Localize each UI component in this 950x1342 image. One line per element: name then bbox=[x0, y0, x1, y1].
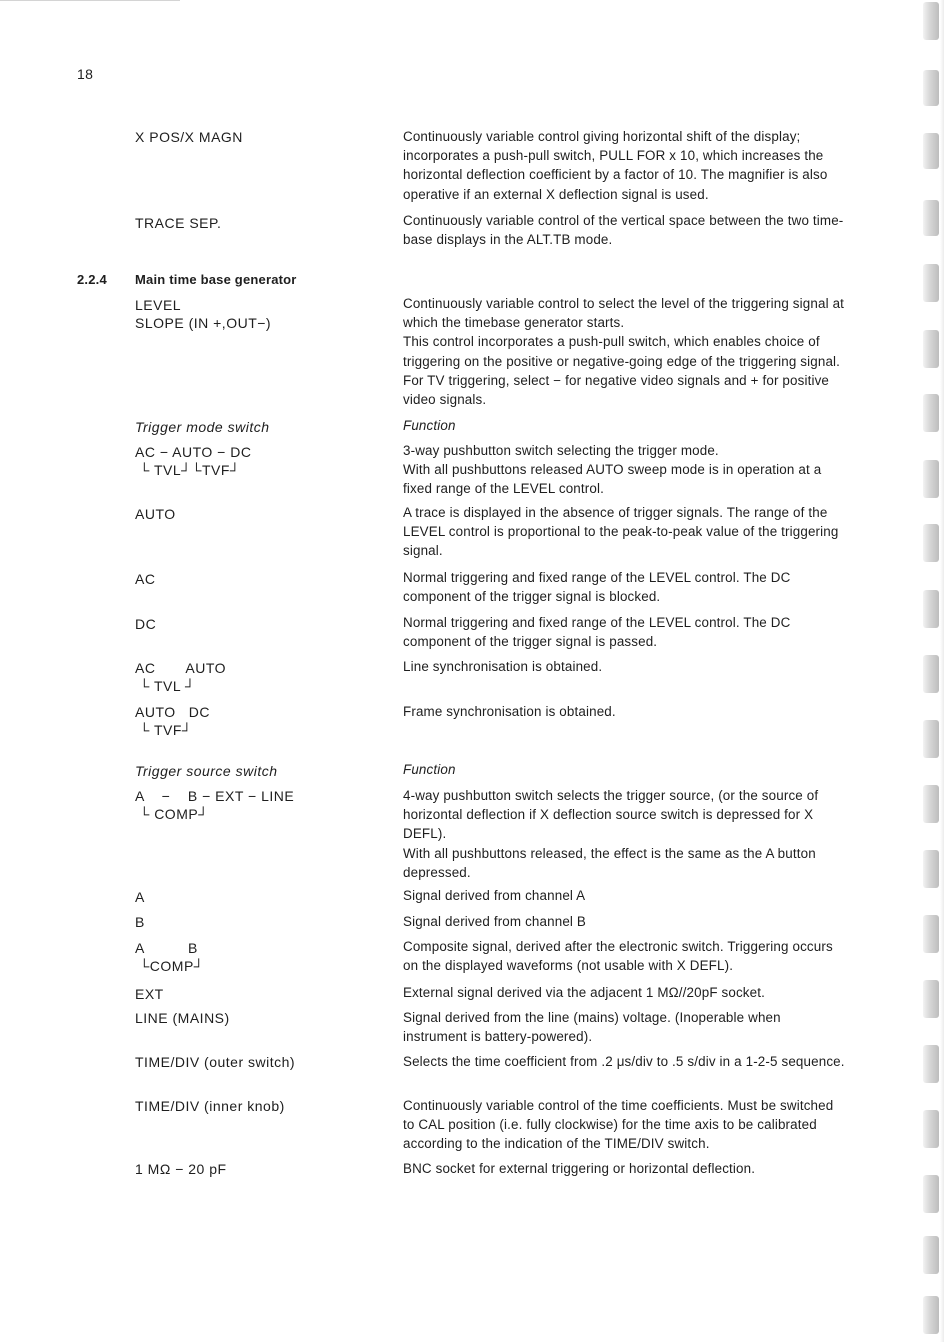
binder-strip bbox=[923, 1175, 939, 1213]
description-paragraph: Frame synchronisation is obtained. bbox=[403, 704, 616, 719]
binder-strip bbox=[923, 2, 939, 40]
description-paragraph: A trace is displayed in the absence of trigger signals. The range of the LEVEL control is proportional to the peak-to-peak value of the triggering signal. bbox=[403, 505, 839, 559]
description-paragraph: BNC socket for external triggering or horizontal deflection. bbox=[403, 1161, 756, 1176]
page-edge-shadow bbox=[940, 0, 944, 1342]
description-paragraph: 4-way pushbutton switch selects the trigger source, (or the source of horizontal deflection if X deflection source switch is depressed for X DEFL). bbox=[403, 788, 819, 842]
control-description bbox=[403, 294, 848, 409]
binder-strip bbox=[923, 70, 939, 106]
control-label: X POS/X MAGN bbox=[135, 129, 243, 145]
binder-strip bbox=[923, 720, 939, 758]
control-label: AC AUTO └ TVL ┘ bbox=[135, 660, 227, 694]
binder-strip bbox=[923, 1236, 939, 1274]
control-label: TIME/DIV (inner knob) bbox=[135, 1098, 285, 1114]
control-label: DC bbox=[135, 616, 157, 632]
control-label: LINE (MAINS) bbox=[135, 1010, 230, 1026]
description-paragraph: With all pushbuttons released, the effect is the same as the A button depressed. bbox=[403, 845, 816, 880]
binder-strip bbox=[923, 785, 939, 823]
control-label: AUTO bbox=[135, 506, 176, 522]
control-description bbox=[403, 937, 848, 975]
description-paragraph: Signal derived from channel B bbox=[403, 914, 586, 929]
control-label: TIME/DIV (outer switch) bbox=[135, 1054, 296, 1070]
control-label: A − B − EXT − LINE └ COMP┘ bbox=[135, 788, 295, 822]
description-paragraph: Continuously variable control of the time coefficients. Must be switched to CAL position (i.e. fully clockwise) for the time axis to be calibrated according to the indication of the TIME/DIV switch. bbox=[403, 1098, 834, 1152]
control-description bbox=[403, 657, 848, 676]
section-title: Main time base generator bbox=[135, 272, 297, 287]
binder-strip bbox=[923, 133, 939, 169]
control-label: LEVEL SLOPE (IN +,OUT−) bbox=[135, 297, 272, 331]
binder-strip bbox=[923, 1296, 939, 1334]
control-description bbox=[403, 503, 848, 561]
description-paragraph: Selects the time coefficient from .2 μs/div to .5 s/div in a 1-2-5 sequence. bbox=[403, 1054, 845, 1069]
function-heading: Function bbox=[403, 418, 456, 433]
control-label: A B └COMP┘ bbox=[135, 940, 205, 974]
function-heading: Function bbox=[403, 762, 456, 777]
description-paragraph: Line synchronisation is obtained. bbox=[403, 659, 603, 674]
subsection-heading: Trigger source switch bbox=[135, 763, 278, 779]
top-edge-line bbox=[0, 0, 180, 1]
control-label: AUTO DC └ TVF┘ bbox=[135, 704, 211, 738]
control-description bbox=[403, 441, 848, 499]
binder-strip bbox=[923, 590, 939, 628]
binder-strip bbox=[923, 655, 939, 693]
description-paragraph: Continuously variable control giving horizontal shift of the display; incorporates a push-pull switch, PULL FOR x 10, which increases the horizontal deflection coefficient by a factor of 10. The magnifier is also operative if an external X deflection signal is used. bbox=[403, 129, 828, 202]
control-description bbox=[403, 568, 848, 606]
control-label: 1 MΩ − 20 pF bbox=[135, 1161, 227, 1177]
description-paragraph: This control incorporates a push-pull switch, which enables choice of triggering on the positive or negative-going edge of the triggering signal. For TV triggering, select − for negative video signals and + for positive video signals. bbox=[403, 334, 841, 408]
control-description bbox=[403, 1008, 848, 1046]
binder-strip bbox=[923, 330, 939, 368]
control-description bbox=[403, 786, 848, 882]
description-paragraph: Composite signal, derived after the electronic switch. Triggering occurs on the displayed waveforms (not usable with X DEFL). bbox=[403, 939, 833, 974]
description-paragraph: Continuously variable control to select the level of the triggering signal at which the timebase generator starts. bbox=[403, 296, 845, 331]
control-description bbox=[403, 886, 848, 905]
description-paragraph: Normal triggering and fixed range of the LEVEL control. The DC component of the trigger signal is blocked. bbox=[403, 570, 791, 605]
description-paragraph: With all pushbuttons released AUTO sweep mode is in operation at a fixed range of the LEVEL control. bbox=[403, 462, 822, 497]
page-number: 18 bbox=[77, 66, 94, 82]
binder-strip bbox=[923, 1110, 939, 1148]
description-paragraph: External signal derived via the adjacent 1 MΩ//20pF socket. bbox=[403, 985, 765, 1000]
description-paragraph: Signal derived from channel A bbox=[403, 888, 586, 903]
binder-strip bbox=[923, 850, 939, 888]
control-label: A bbox=[135, 889, 145, 905]
binder-strip bbox=[923, 460, 939, 498]
control-description bbox=[403, 912, 848, 931]
binder-strip bbox=[923, 264, 939, 302]
control-description bbox=[403, 127, 848, 204]
control-description bbox=[403, 1052, 848, 1071]
binder-strip bbox=[923, 200, 939, 236]
control-description bbox=[403, 1096, 848, 1154]
section-number: 2.2.4 bbox=[77, 272, 107, 287]
control-label: AC − AUTO − DC └ TVL┘└TVF┘ bbox=[135, 444, 252, 478]
binder-strip bbox=[923, 1045, 939, 1083]
description-paragraph: Continuously variable control of the vertical space between the two time-base displays in the ALT.TB mode. bbox=[403, 213, 844, 248]
description-paragraph: 3-way pushbutton switch selecting the trigger mode. bbox=[403, 443, 719, 458]
control-description bbox=[403, 983, 848, 1002]
binder-strip bbox=[923, 394, 939, 432]
control-label: TRACE SEP. bbox=[135, 215, 222, 231]
subsection-heading: Trigger mode switch bbox=[135, 419, 270, 435]
control-description bbox=[403, 1159, 848, 1178]
description-paragraph: Signal derived from the line (mains) voltage. (Inoperable when instrument is battery-powered). bbox=[403, 1010, 781, 1045]
binder-strip bbox=[923, 980, 939, 1018]
control-label: EXT bbox=[135, 986, 164, 1002]
control-description bbox=[403, 211, 848, 249]
control-description bbox=[403, 702, 848, 721]
control-label: B bbox=[135, 914, 145, 930]
description-paragraph: Normal triggering and fixed range of the LEVEL control. The DC component of the trigger signal is passed. bbox=[403, 615, 791, 650]
binder-strip bbox=[923, 524, 939, 562]
control-description bbox=[403, 613, 848, 651]
binder-strip bbox=[923, 915, 939, 953]
control-label: AC bbox=[135, 571, 156, 587]
